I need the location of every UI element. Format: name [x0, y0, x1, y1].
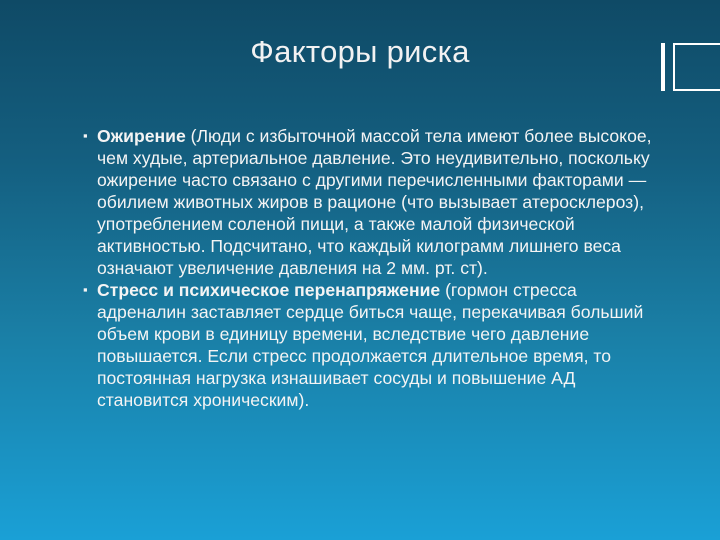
bullet-term: Ожирение [97, 126, 186, 146]
deco-bar [673, 43, 720, 45]
bullet-term: Стресс и психическое перенапряжение [97, 280, 441, 300]
square-bullet-icon [83, 125, 88, 147]
slide-title: Факторы риска [250, 34, 470, 69]
bracket-lines-icon [661, 43, 720, 91]
bullet-text: (гормон стресса адреналин заставляет сердце биться чаще, перекачивая больший объем крови в единицу времени, вследствие чего давление повышается. Если стресс продолжается длительное время, то постоянная нагрузка изнашивает сосуды и повышение АД становится хроническим). [97, 280, 644, 410]
slide-body [83, 125, 663, 411]
deco-bar [673, 43, 675, 91]
bullet-text: (Люди с избыточной массой тела имеют более высокое, чем худые, артериальное давление. Это неудивительно, поскольку ожирение часто связано с другими перечисленными факторами — обилием животных жиров в рационе (что вызывает атеросклероз), употреблением соленой пищи, а также малой физической активностью. Подсчитано, что каждый килограмм лишнего веса означают увеличение давления на 2 мм. рт. ст). [97, 126, 652, 278]
deco-bar [661, 43, 665, 91]
square-bullet-icon [83, 279, 88, 301]
deco-bar [673, 89, 720, 91]
bullet-obesity [83, 125, 663, 279]
bullet-stress [83, 279, 663, 411]
